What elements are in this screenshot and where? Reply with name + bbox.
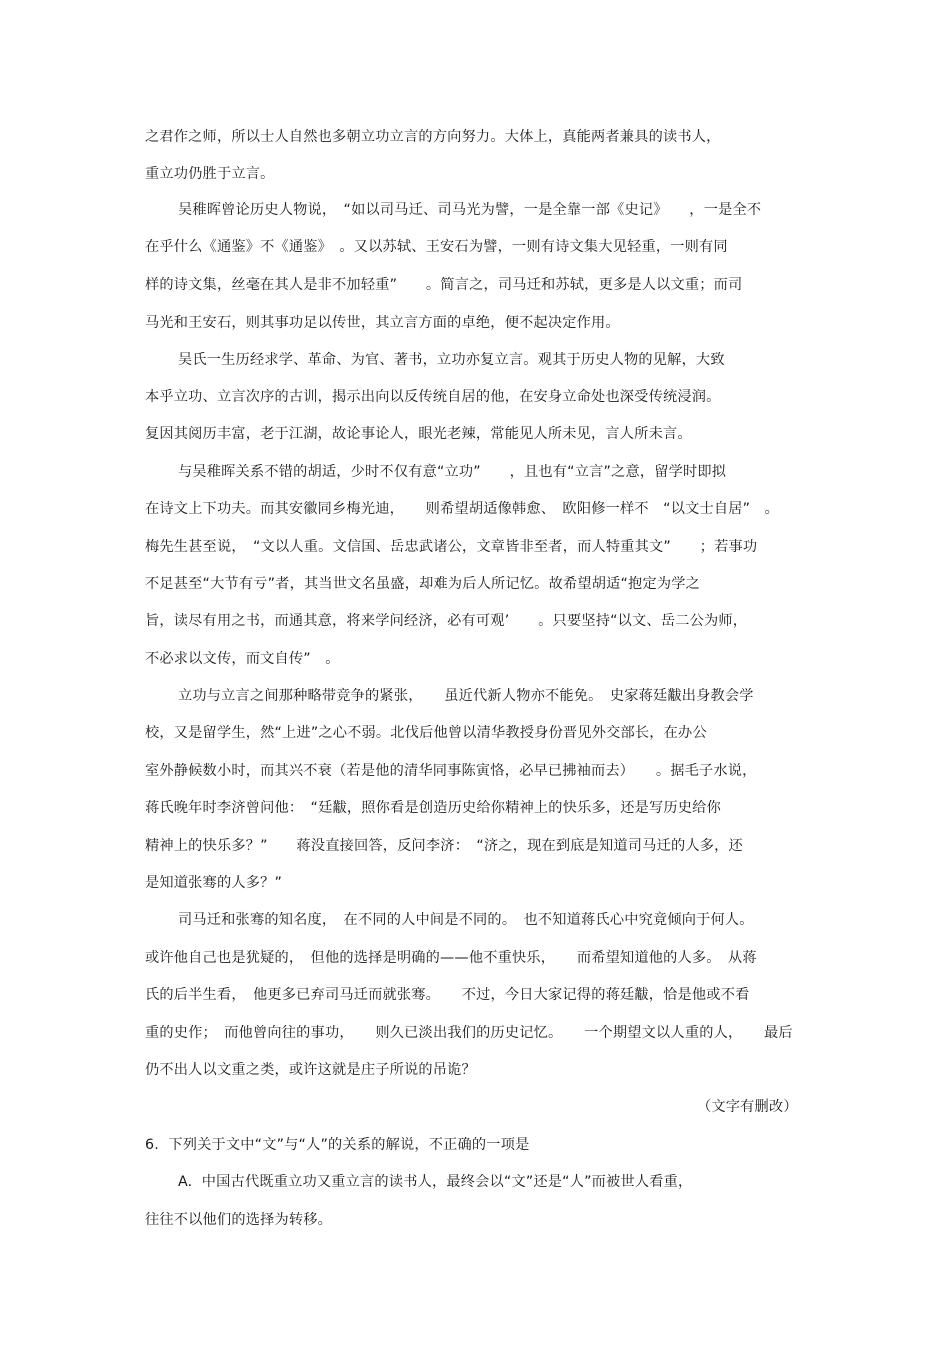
- text-line: 与吴稚晖关系不错的胡适，少时不仅有意“立功” ，且也有“立言”之意，留学时即拟: [178, 464, 727, 480]
- text-line: 立功与立言之间那种略带竞争的紧张， 虽近代新人物亦不能免。 史家蒋廷黻出身教会学: [178, 688, 754, 704]
- text-line: 吴氏一生历经求学、革命、为官、著书，立功亦复立言。观其于历史人物的见解，大致: [178, 352, 725, 368]
- text-line: 氏的后半生看， 他更多已弃司马迁而就张骞。 不过，今日大家记得的蒋廷黻，恰是他或不看: [145, 987, 750, 1003]
- text-line: 重立功仍胜于立言。: [145, 166, 275, 182]
- text-line: 不足甚至“大节有亏”者，其当世文名虽盛，却难为后人所记忆。故希望胡适“抱定为学之: [145, 576, 700, 592]
- question-stem: 6. 下列关于文中“文”与“人”的关系的解说，不正确的一项是: [145, 1137, 530, 1153]
- text-line: 是知道张骞的人多？”: [145, 875, 283, 891]
- text-line: 之君作之师，所以士人自然也多朝立功立言的方向努力。大体上，真能两者兼具的读书人，: [145, 129, 721, 145]
- text-line: 精神上的快乐多？” 蒋没直接回答，反问李济： “济之，现在到底是知道司马迁的人多，还: [145, 838, 743, 854]
- text-line: 或许他自己也是犹疑的， 但他的选择是明确的——他不重快乐， 而希望知道他的人多。 从蒋: [145, 950, 757, 966]
- text-line: 室外静候数小时，而其兴不衰（若是他的清华同事陈寅恪，必早已拂袖而去） 。据毛子水说，: [145, 763, 757, 779]
- text-line: 司马迁和张骞的知名度， 在不同的人中间是不同的。 也不知道蒋氏心中究竟倾向于何人。: [178, 912, 754, 928]
- text-line: 本乎立功、立言次序的古训，揭示出向以反传统自居的他，在安身立命处也深受传统浸润。: [145, 389, 721, 405]
- text-line: 校，又是留学生，然“上进”之心不弱。北伐后他曾以清华教授身份晋见外交部长，在办公: [145, 725, 707, 741]
- text-line: 样的诗文集，丝毫在其人是非不加轻重” 。简言之，司马迁和苏轼，更多是人以文重；而司: [145, 277, 743, 293]
- text-line: 梅先生甚至说， “文以人重。文信国、岳忠武诸公，文章皆非至者，而人特重其文” ；若事功: [145, 539, 758, 555]
- text-line: 复因其阅历丰富，老于江湖，故论事论人，眼光老辣，常能见人所未见，言人所未言。: [145, 426, 692, 442]
- option-a: A. 中国古代既重立功又重立言的读书人，最终会以“文”还是“人”而被世人看重，: [178, 1174, 693, 1190]
- text-line: 仍不出人以文重之类，或许这就是庄子所说的吊诡？: [145, 1062, 476, 1078]
- text-line: 旨，读尽有用之书，而通其意，将来学问经济，必有可观’ 。只要坚持“以文、岳二公为师，: [145, 613, 748, 629]
- option-a-continued: 往往不以他们的选择为转移。: [145, 1212, 333, 1228]
- text-line: 在诗文上下功夫。而其安徽同乡梅光迪， 则希望胡适像韩愈、 欧阳修一样不 “以文士自居” 。: [145, 501, 779, 517]
- text-line: 蒋氏晚年时李济曾问他： “廷黻，照你看是创造历史给你精神上的快乐多，还是写历史给你: [145, 800, 721, 816]
- text-line: 不必求以文传，而文自传” 。: [145, 651, 340, 667]
- text-line: 重的史作； 而他曾向往的事功， 则久已淡出我们的历史记忆。 一个期望文以人重的人， 最后: [145, 1025, 793, 1041]
- source-note: （文字有删改）: [697, 1099, 798, 1115]
- text-line: 在乎什么《通鉴》不《通鉴》 。又以苏轼、王安石为譬，一则有诗文集大见轻重，一则有同: [145, 239, 728, 255]
- text-line: 吴稚晖曾论历史人物说， “如以司马迁、司马光为譬，一是全靠一部《史记》 ，一是全不: [178, 202, 762, 218]
- text-line: 马光和王安石，则其事功足以传世，其立言方面的卓绝，便不起决定作用。: [145, 315, 620, 331]
